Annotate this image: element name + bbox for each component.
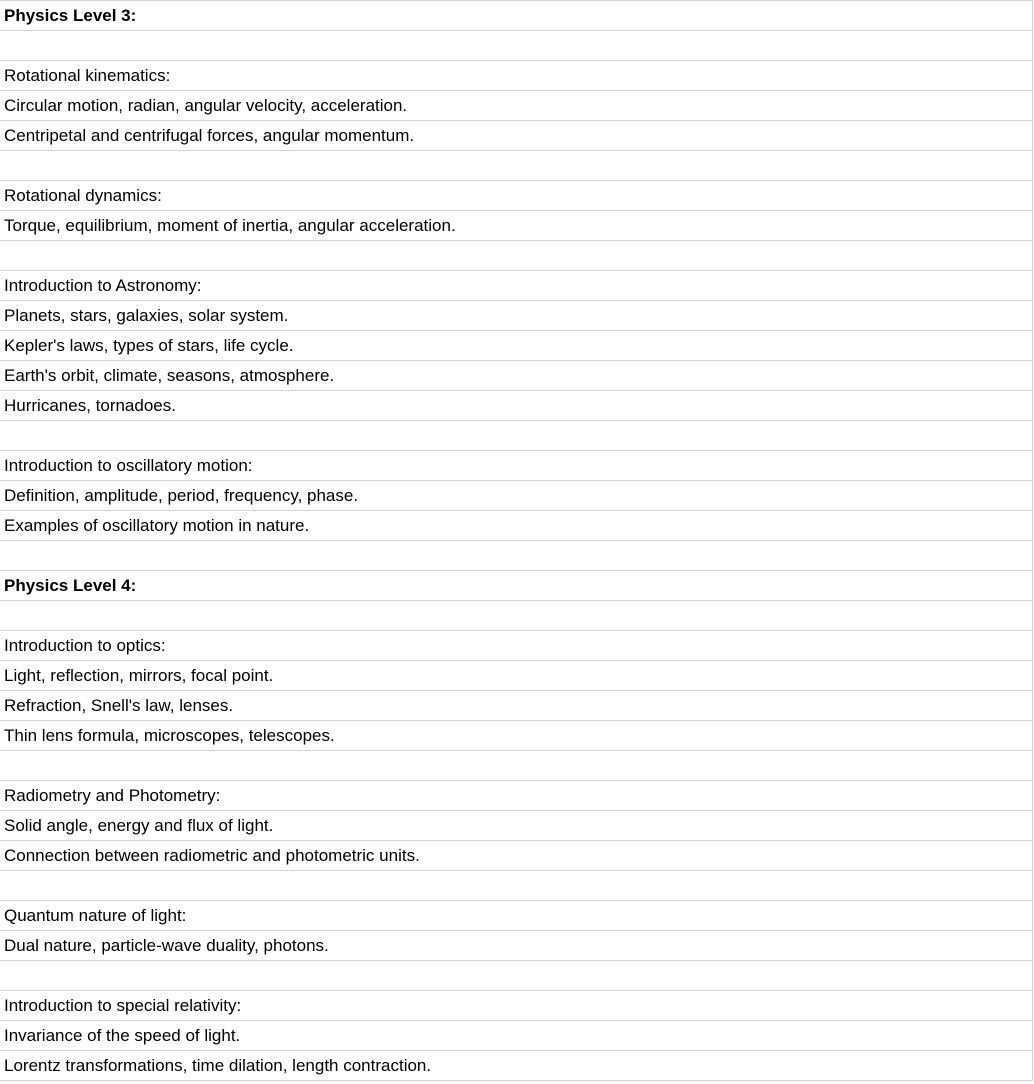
empty-cell[interactable] xyxy=(0,601,1032,631)
text-cell[interactable]: Radiometry and Photometry: xyxy=(0,781,1032,811)
text-cell[interactable]: Earth's orbit, climate, seasons, atmosphere. xyxy=(0,361,1032,391)
text-cell[interactable]: Kepler's laws, types of stars, life cycle. xyxy=(0,331,1032,361)
text-cell[interactable]: Hurricanes, tornadoes. xyxy=(0,391,1032,421)
text-cell[interactable]: Dual nature, particle-wave duality, photons. xyxy=(0,931,1032,961)
empty-cell[interactable] xyxy=(0,31,1032,61)
text-cell[interactable]: Thin lens formula, microscopes, telescopes. xyxy=(0,721,1032,751)
text-cell[interactable]: Introduction to oscillatory motion: xyxy=(0,451,1032,481)
text-cell[interactable]: Circular motion, radian, angular velocity, acceleration. xyxy=(0,91,1032,121)
text-cell[interactable]: Solid angle, energy and flux of light. xyxy=(0,811,1032,841)
text-cell[interactable]: Centripetal and centrifugal forces, angular momentum. xyxy=(0,121,1032,151)
text-cell[interactable]: Light, reflection, mirrors, focal point. xyxy=(0,661,1032,691)
text-cell[interactable]: Connection between radiometric and photometric units. xyxy=(0,841,1032,871)
empty-cell[interactable] xyxy=(0,241,1032,271)
section-heading-cell[interactable]: Physics Level 3: xyxy=(0,1,1032,31)
section-heading-cell[interactable]: Physics Level 4: xyxy=(0,571,1032,601)
text-cell[interactable]: Definition, amplitude, period, frequency, phase. xyxy=(0,481,1032,511)
text-cell[interactable]: Quantum nature of light: xyxy=(0,901,1032,931)
text-cell[interactable]: Lorentz transformations, time dilation, length contraction. xyxy=(0,1051,1032,1081)
text-cell[interactable]: Rotational kinematics: xyxy=(0,61,1032,91)
empty-cell[interactable] xyxy=(0,421,1032,451)
text-cell[interactable]: Invariance of the speed of light. xyxy=(0,1021,1032,1051)
text-cell[interactable]: Planets, stars, galaxies, solar system. xyxy=(0,301,1032,331)
empty-cell[interactable] xyxy=(0,871,1032,901)
text-cell[interactable]: Introduction to optics: xyxy=(0,631,1032,661)
empty-cell[interactable] xyxy=(0,541,1032,571)
empty-cell[interactable] xyxy=(0,961,1032,991)
text-cell[interactable]: Rotational dynamics: xyxy=(0,181,1032,211)
text-cell[interactable]: Introduction to special relativity: xyxy=(0,991,1032,1021)
empty-cell[interactable] xyxy=(0,751,1032,781)
text-cell[interactable]: Torque, equilibrium, moment of inertia, angular acceleration. xyxy=(0,211,1032,241)
text-cell[interactable]: Introduction to Astronomy: xyxy=(0,271,1032,301)
text-cell[interactable]: Refraction, Snell's law, lenses. xyxy=(0,691,1032,721)
empty-cell[interactable] xyxy=(0,151,1032,181)
text-cell[interactable]: Examples of oscillatory motion in nature. xyxy=(0,511,1032,541)
